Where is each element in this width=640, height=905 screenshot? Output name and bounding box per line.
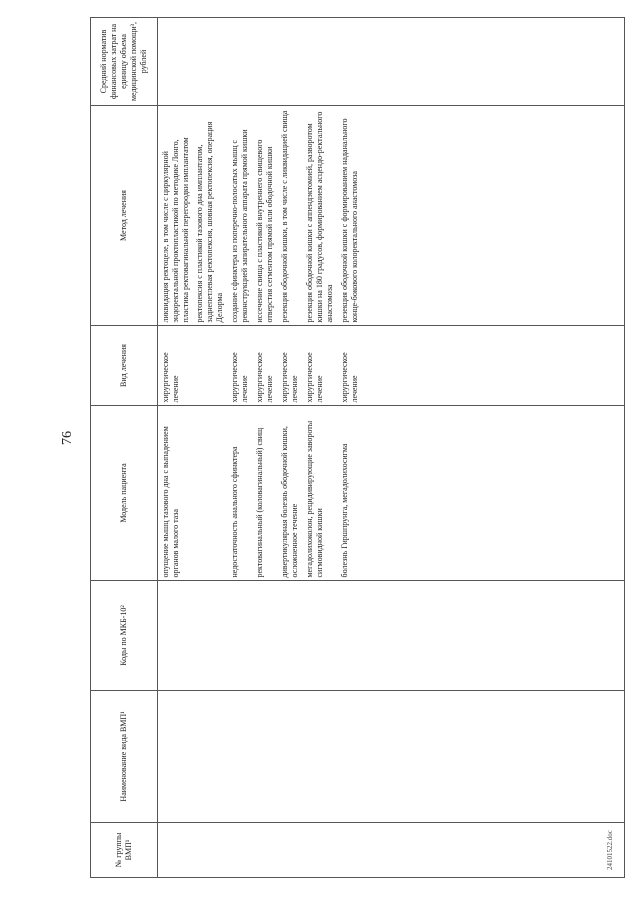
header-method: Метод лечения (91, 106, 158, 326)
type-cell: хирургическое лечение (255, 352, 274, 403)
header-name: Наименование вида ВМП¹ (91, 691, 158, 823)
model-cell: опущение мышц тазового дна с выпадением органов малого таза (161, 426, 180, 578)
method-item: ректопексия с пластикой тазового дна имплантатом, заднепетлевая ректопексия, шовная ректопексия, операция Делорма (195, 121, 224, 323)
type-cell: хирургическое лечение (340, 352, 359, 403)
method-cell (158, 106, 230, 326)
table-row (229, 18, 254, 878)
method-cell: резекция ободочной кишки с формированием наданального конце-бокового колоректального анастомоза (340, 118, 359, 323)
rotated-table-sheet (90, 18, 625, 878)
model-cell: недостаточность анального сфинктера (230, 446, 239, 578)
type-cell: хирургическое лечение (305, 352, 324, 403)
header-model: Модель пациента (91, 406, 158, 581)
method-cell: резекция ободочной кишки, в том числе с ликвидацией свища (280, 110, 289, 323)
header-group-no: № группы ВМП¹ (91, 823, 158, 878)
type-cell: хирургическое лечение (230, 352, 249, 403)
method-cell: создание сфинктера из поперечно-полосатых мышц с реконструкцией запирательного аппарата прямой кишки (230, 129, 249, 323)
method-item: ликвидация ректоцеле, в том числе с циркулярной эндоректальной проктопластикой по методике Лонго, пластика ректовагинальной перегородки имплантатом (161, 137, 190, 323)
table-row (339, 18, 364, 878)
table-header-row (91, 18, 158, 878)
document-id: 24101522.doc (606, 830, 614, 870)
vmp-table (90, 17, 364, 878)
header-treatment-type: Вид лечения (91, 326, 158, 406)
method-cell: иссечение свища с пластикой внутреннего свищевого отверстия сегментом прямой или ободочной кишки (255, 139, 274, 323)
model-cell: болезнь Гиршпрунга, мегадолихосигма (340, 443, 349, 578)
model-cell: ректовагинальный (коловагинальный) свищ (255, 427, 264, 578)
page-number: 76 (60, 431, 75, 445)
table-row (304, 18, 339, 878)
method-cell: резекция ободочной кишки с аппендэктомией, разворотом кишки на 180 градусов, формированием асцендо-ректального анастомоза (305, 111, 334, 323)
table-row (279, 18, 304, 878)
table-row (158, 18, 230, 878)
model-cell: мегадолихоколон, рецидивирующие завороты сигмовидной кишки (305, 420, 324, 578)
model-cell: дивертикулярная болезнь ободочной кишки, осложненное течение (280, 426, 299, 578)
header-cost: Средний норматив финансовых затрат на единицу объема медицинской помощи³, рублей (91, 18, 158, 106)
type-cell: хирургическое лечение (280, 352, 299, 403)
table-row (254, 18, 279, 878)
type-cell: хирургическое лечение (161, 352, 180, 403)
header-codes: Коды по МКБ-10² (91, 581, 158, 691)
